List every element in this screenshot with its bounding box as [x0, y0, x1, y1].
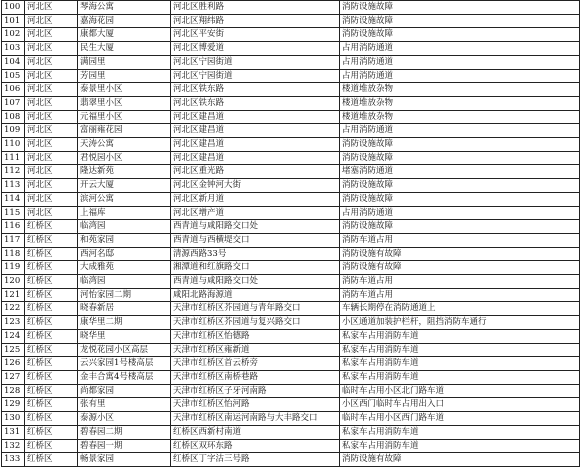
address-cell: 河北区翔纬路: [171, 14, 340, 28]
district-cell: 河北区: [25, 138, 78, 152]
issue-cell: 车辆长期停在消防通道上: [340, 302, 580, 316]
table-row: [2, 110, 580, 124]
district-cell: 河北区: [25, 42, 78, 56]
district-cell: 河北区: [25, 55, 78, 69]
community-name-cell: 泰源小区: [78, 412, 171, 426]
community-name-cell: 琴海公寓: [78, 1, 171, 15]
address-cell: 河北区平安街: [171, 28, 340, 42]
address-cell: 天津市红桥区南运河南路与大丰路交口: [171, 412, 340, 426]
community-name-cell: 君悦园小区: [78, 151, 171, 165]
row-number-cell: 115: [2, 206, 25, 220]
issue-cell: 临时车占用小区西门路车道: [340, 412, 580, 426]
table-row: [2, 83, 580, 97]
table-row: [2, 165, 580, 179]
table-row: [2, 261, 580, 275]
address-cell: 河北区宁园街道: [171, 69, 340, 83]
district-cell: 红桥区: [25, 370, 78, 384]
row-number-cell: 131: [2, 425, 25, 439]
district-cell: 红桥区: [25, 316, 78, 330]
district-cell: 河北区: [25, 179, 78, 193]
district-cell: 红桥区: [25, 425, 78, 439]
table-row: [2, 412, 580, 426]
row-number-cell: 118: [2, 247, 25, 261]
row-number-cell: 127: [2, 370, 25, 384]
community-name-cell: 金丰合寓4号楼高层: [78, 370, 171, 384]
row-number-cell: 114: [2, 192, 25, 206]
table-row: [2, 343, 580, 357]
address-cell: 湘潭道和红旗路交口: [171, 261, 340, 275]
table-row: [2, 453, 580, 467]
table-row: [2, 425, 580, 439]
issue-cell: 占用消防通道: [340, 69, 580, 83]
row-number-cell: 129: [2, 398, 25, 412]
district-cell: 河北区: [25, 1, 78, 15]
district-cell: 红桥区: [25, 275, 78, 289]
issue-cell: 消防设施故障: [340, 179, 580, 193]
issue-cell: 消防设施有故障: [340, 261, 580, 275]
community-name-cell: 晓华里: [78, 329, 171, 343]
address-cell: 天津市红桥区芥园道与青年路交口: [171, 302, 340, 316]
address-cell: 天津市红桥区怡德路: [171, 329, 340, 343]
issue-cell: 小区通道加装护栏杆，阻挡消防车通行: [340, 316, 580, 330]
address-cell: 天津市红桥区首云桥旁: [171, 357, 340, 371]
address-cell: 红桥区西新村南道: [171, 425, 340, 439]
table-row: [2, 55, 580, 69]
issue-cell: 消防车道占用: [340, 288, 580, 302]
community-name-cell: 康都大厦: [78, 28, 171, 42]
row-number-cell: 122: [2, 302, 25, 316]
community-name-cell: 开云大厦: [78, 179, 171, 193]
address-cell: 天津市红桥区怡河路: [171, 398, 340, 412]
community-name-cell: 芳园里: [78, 69, 171, 83]
row-number-cell: 107: [2, 96, 25, 110]
row-number-cell: 121: [2, 288, 25, 302]
district-cell: 红桥区: [25, 220, 78, 234]
district-cell: 红桥区: [25, 288, 78, 302]
community-name-cell: 晓春新居: [78, 302, 171, 316]
row-number-cell: 123: [2, 316, 25, 330]
row-number-cell: 110: [2, 138, 25, 152]
issue-cell: 消防设施故障: [340, 1, 580, 15]
issue-cell: 堵塞消防通道: [340, 165, 580, 179]
address-cell: 清源西路33号: [171, 247, 340, 261]
address-cell: 河北区金钟河大街: [171, 179, 340, 193]
district-cell: 河北区: [25, 110, 78, 124]
row-number-cell: 119: [2, 261, 25, 275]
issue-cell: 临时车占用小区北门路车道: [340, 384, 580, 398]
row-number-cell: 116: [2, 220, 25, 234]
table-row: [2, 384, 580, 398]
table-row: [2, 370, 580, 384]
address-cell: 天津市红桥区子牙河南路: [171, 384, 340, 398]
address-cell: 河北区宁园街道: [171, 55, 340, 69]
district-cell: 红桥区: [25, 247, 78, 261]
issue-cell: 消防车道占用: [340, 275, 580, 289]
table-row: [2, 96, 580, 110]
issue-cell: 楼道堆放杂物: [340, 83, 580, 97]
issue-cell: 占用消防通道: [340, 55, 580, 69]
community-name-cell: 和苑家园: [78, 233, 171, 247]
issue-cell: 占用消防通道: [340, 42, 580, 56]
row-number-cell: 126: [2, 357, 25, 371]
issue-cell: 占用消防通道: [340, 206, 580, 220]
issue-cell: 消防设施故障: [340, 192, 580, 206]
table-row: [2, 42, 580, 56]
row-number-cell: 133: [2, 453, 25, 467]
table-row: [2, 192, 580, 206]
address-cell: 河北区建昌道: [171, 151, 340, 165]
community-name-cell: 碧春园二期: [78, 425, 171, 439]
row-number-cell: 102: [2, 28, 25, 42]
address-cell: 河北区博爱道: [171, 42, 340, 56]
table-row: [2, 398, 580, 412]
table-row: [2, 1, 580, 15]
address-cell: 河北区建昌道: [171, 124, 340, 138]
district-cell: 红桥区: [25, 384, 78, 398]
community-name-cell: 畅景家园: [78, 453, 171, 467]
issue-cell: 消防设施故障: [340, 14, 580, 28]
issue-cell: 消防设施故障: [340, 138, 580, 152]
row-number-cell: 105: [2, 69, 25, 83]
district-cell: 红桥区: [25, 233, 78, 247]
row-number-cell: 109: [2, 124, 25, 138]
address-cell: 河北区建昌道: [171, 138, 340, 152]
community-name-cell: 碧春园一期: [78, 439, 171, 453]
address-cell: 天津市红桥区雍新道: [171, 343, 340, 357]
district-cell: 红桥区: [25, 343, 78, 357]
issue-cell: 消防设施有故障: [340, 453, 580, 467]
row-number-cell: 124: [2, 329, 25, 343]
community-name-cell: 嘉海花园: [78, 14, 171, 28]
community-name-cell: 临湾园: [78, 220, 171, 234]
table-row: [2, 329, 580, 343]
table-row: [2, 124, 580, 138]
table-body: [2, 1, 580, 467]
community-name-cell: 大成雅苑: [78, 261, 171, 275]
table-row: [2, 69, 580, 83]
row-number-cell: 108: [2, 110, 25, 124]
address-cell: 河北区铁东路: [171, 96, 340, 110]
row-number-cell: 130: [2, 412, 25, 426]
table-row: [2, 233, 580, 247]
district-cell: 河北区: [25, 14, 78, 28]
row-number-cell: 112: [2, 165, 25, 179]
row-number-cell: 100: [2, 1, 25, 15]
address-cell: 西青道与咸阳路交口处: [171, 275, 340, 289]
issue-cell: 小区西门临时车占用出入口: [340, 398, 580, 412]
community-name-cell: 翡翠里小区: [78, 96, 171, 110]
row-number-cell: 128: [2, 384, 25, 398]
issue-cell: 消防设施故障: [340, 28, 580, 42]
community-name-cell: 云兴家园1号楼高层: [78, 357, 171, 371]
address-cell: 红桥区丁字沽三号路: [171, 453, 340, 467]
community-name-cell: 满园里: [78, 55, 171, 69]
community-name-cell: 天涛公寓: [78, 138, 171, 152]
address-cell: 河北区铁东路: [171, 83, 340, 97]
table-row: [2, 302, 580, 316]
community-name-cell: 尚都家园: [78, 384, 171, 398]
address-cell: 河北区建昌道: [171, 110, 340, 124]
address-cell: 天津市红桥区芥园道与复兴路交口: [171, 316, 340, 330]
district-cell: 红桥区: [25, 329, 78, 343]
table-row: [2, 439, 580, 453]
issue-cell: 私家车占用消防车道: [340, 370, 580, 384]
table-row: [2, 179, 580, 193]
community-name-cell: 元福里小区: [78, 110, 171, 124]
issue-cell: 消防设施故障: [340, 220, 580, 234]
table-row: [2, 357, 580, 371]
community-name-cell: 泰景里小区: [78, 83, 171, 97]
row-number-cell: 103: [2, 42, 25, 56]
community-name-cell: 民生大厦: [78, 42, 171, 56]
issue-cell: 私家车占用消防车道: [340, 357, 580, 371]
district-cell: 红桥区: [25, 439, 78, 453]
district-cell: 河北区: [25, 28, 78, 42]
district-cell: 河北区: [25, 69, 78, 83]
district-cell: 河北区: [25, 96, 78, 110]
community-name-cell: 康华里二期: [78, 316, 171, 330]
community-name-cell: 临湾园: [78, 275, 171, 289]
address-cell: 河北区新月道: [171, 192, 340, 206]
community-name-cell: 西河名邸: [78, 247, 171, 261]
community-name-cell: 滨河公寓: [78, 192, 171, 206]
fire-safety-hazard-table: [1, 0, 580, 467]
issue-cell: 私家车占用消防车道: [340, 439, 580, 453]
address-cell: 河北区增产道: [171, 206, 340, 220]
district-cell: 红桥区: [25, 453, 78, 467]
community-name-cell: 龙悦花园小区高层: [78, 343, 171, 357]
row-number-cell: 101: [2, 14, 25, 28]
table-row: [2, 288, 580, 302]
address-cell: 西青道与咸阳路交口处: [171, 220, 340, 234]
district-cell: 河北区: [25, 124, 78, 138]
table-row: [2, 316, 580, 330]
district-cell: 红桥区: [25, 302, 78, 316]
issue-cell: 消防设施故障: [340, 151, 580, 165]
issue-cell: 楼道堆放杂物: [340, 96, 580, 110]
issue-cell: 私家车占用消防车道: [340, 425, 580, 439]
district-cell: 红桥区: [25, 261, 78, 275]
issue-cell: 楼道堆放杂物: [340, 110, 580, 124]
table-row: [2, 14, 580, 28]
table-row: [2, 220, 580, 234]
address-cell: 红桥区双环东路: [171, 439, 340, 453]
community-name-cell: 张有里: [78, 398, 171, 412]
address-cell: 河北区重光路: [171, 165, 340, 179]
row-number-cell: 113: [2, 179, 25, 193]
row-number-cell: 111: [2, 151, 25, 165]
address-cell: 咸阳北路海源道: [171, 288, 340, 302]
issue-cell: 私家车占用消防车道: [340, 329, 580, 343]
community-name-cell: 富丽雍花园: [78, 124, 171, 138]
table-row: [2, 138, 580, 152]
table-row: [2, 28, 580, 42]
issue-cell: 占用消防通道: [340, 124, 580, 138]
address-cell: 天津市红桥区南桥巷路: [171, 370, 340, 384]
district-cell: 红桥区: [25, 412, 78, 426]
issue-cell: 消防车道占用: [340, 233, 580, 247]
address-cell: 西青道与西横堤交口: [171, 233, 340, 247]
district-cell: 河北区: [25, 83, 78, 97]
table-row: [2, 247, 580, 261]
row-number-cell: 132: [2, 439, 25, 453]
issue-cell: 消防设施有故障: [340, 247, 580, 261]
table-row: [2, 275, 580, 289]
row-number-cell: 104: [2, 55, 25, 69]
table-row: [2, 206, 580, 220]
community-name-cell: 河怡家园二期: [78, 288, 171, 302]
table-row: [2, 151, 580, 165]
district-cell: 河北区: [25, 206, 78, 220]
district-cell: 河北区: [25, 165, 78, 179]
district-cell: 红桥区: [25, 357, 78, 371]
row-number-cell: 125: [2, 343, 25, 357]
district-cell: 河北区: [25, 192, 78, 206]
row-number-cell: 117: [2, 233, 25, 247]
address-cell: 河北区胜利路: [171, 1, 340, 15]
row-number-cell: 120: [2, 275, 25, 289]
district-cell: 红桥区: [25, 398, 78, 412]
district-cell: 河北区: [25, 151, 78, 165]
issue-cell: 私家车占用消防车道: [340, 343, 580, 357]
community-name-cell: 上福库: [78, 206, 171, 220]
community-name-cell: 隆达新苑: [78, 165, 171, 179]
row-number-cell: 106: [2, 83, 25, 97]
